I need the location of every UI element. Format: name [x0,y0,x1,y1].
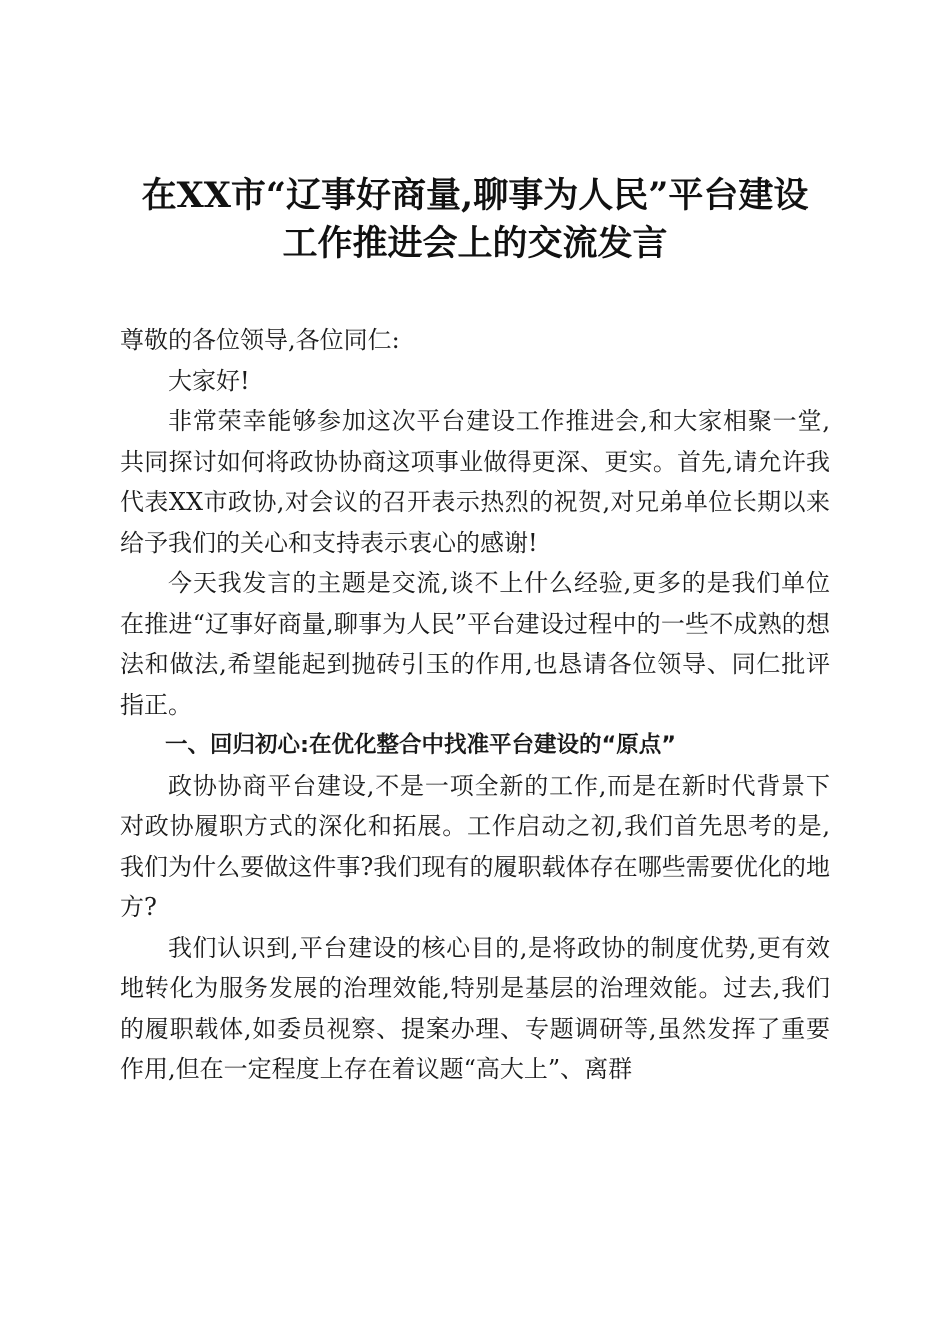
greeting: 大家好! [168,366,250,395]
salutation: 尊敬的各位领导,各位同仁: [120,326,400,354]
section-1-paragraph-2: 我们认识到,平台建设的核心目的,是将政协的制度优势,更有效地转化为服务发展的治理效能,特别是基层的治理效能。过去,我们的履职载体,如委员视察、提案办理、专题调研等,虽然发挥了重要作用,但在一定程度上存在着议题“高大上”、离群 [120,933,830,1083]
title-line-1: 在XX市“辽事好商量,聊事为人民”平台建设 [141,175,809,216]
paragraph-intro-2: 今天我发言的主题是交流,谈不上什么经验,更多的是我们单位在推进“辽事好商量,聊事为人民”平台建设过程中的一些不成熟的想法和做法,希望能起到抛砖引玉的作用,也恳请各位领导、同仁批评指正。 [120,569,830,719]
paragraph-intro-1: 非常荣幸能够参加这次平台建设工作推进会,和大家相聚一堂,共同探讨如何将政协协商这项事业做得更深、更实。首先,请允许我代表XX市政协,对会议的召开表示热烈的祝贺,对兄弟单位长期以来给予我们的关心和支持表示衷心的感谢! [120,407,830,557]
title-line-2: 工作推进会上的交流发言 [282,223,668,264]
section-1-paragraph-1: 政协协商平台建设,不是一项全新的工作,而是在新时代背景下对政协履职方式的深化和拓展。工作启动之初,我们首先思考的是,我们为什么要做这件事?我们现有的履职载体存在哪些需要优化的地方? [120,771,830,921]
document-body [120,320,830,1090]
section-heading-1: 一、回归初心:在优化整合中找准平台建设的“原点” [165,732,677,758]
document-title [100,172,850,268]
